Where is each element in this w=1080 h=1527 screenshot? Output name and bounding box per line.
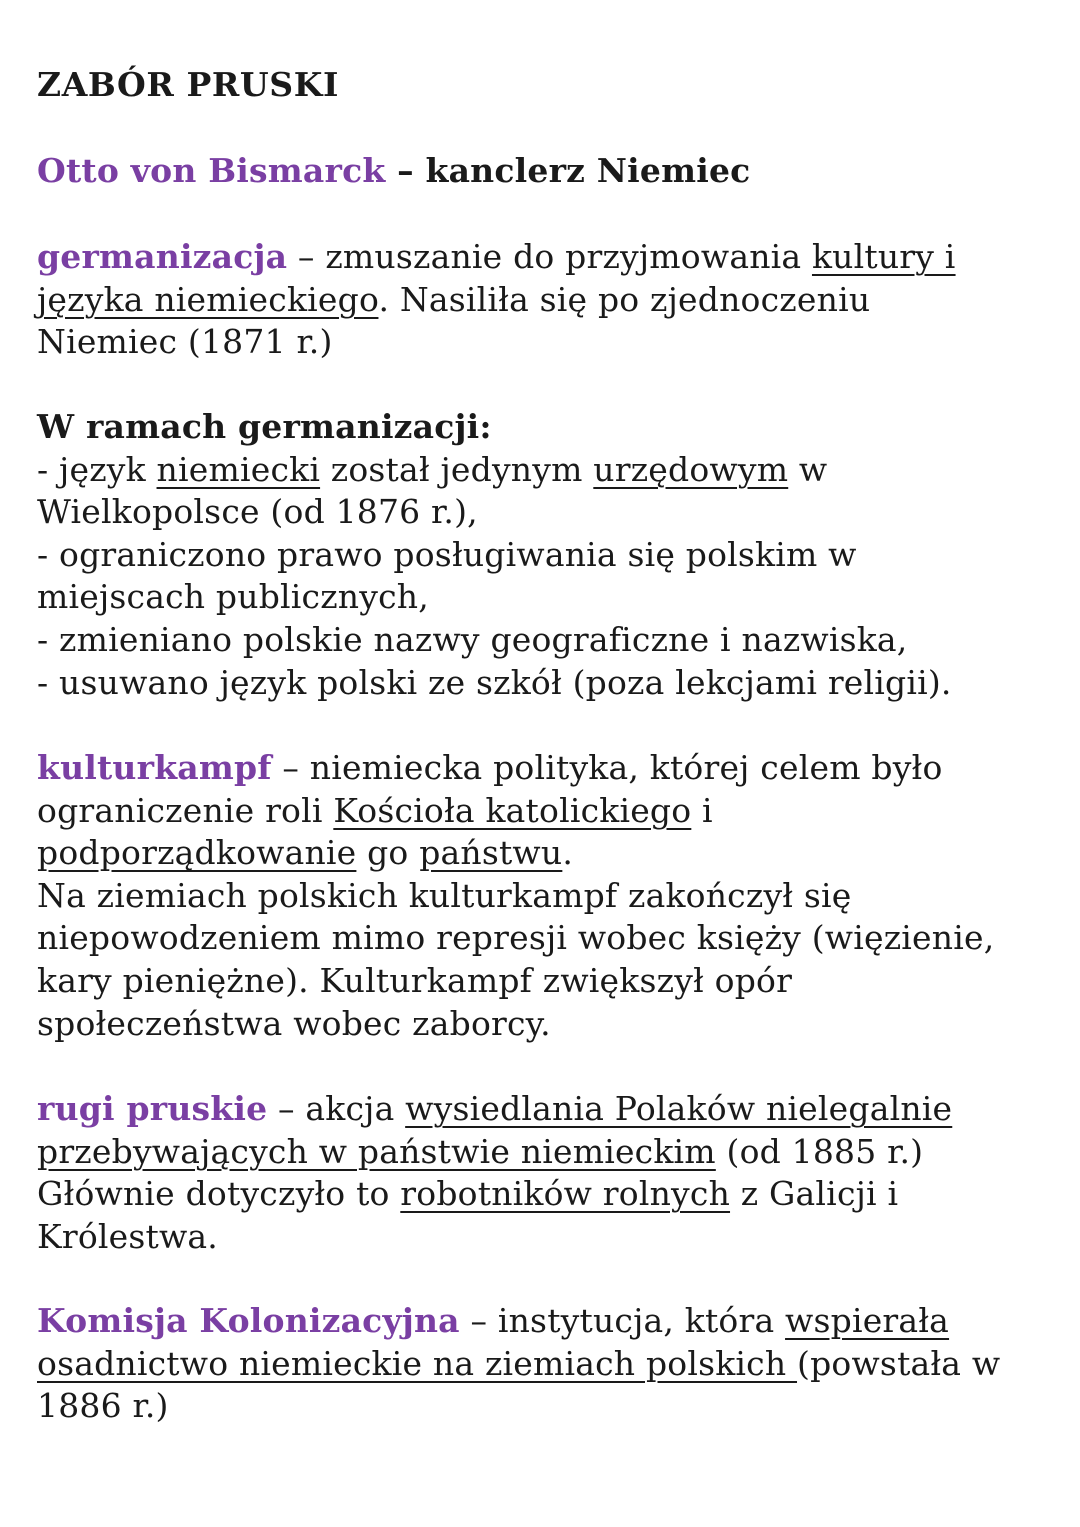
term-germanizacja: germanizacja [37, 237, 288, 276]
rugi-line-4: Królestwa. [37, 1216, 218, 1256]
underlined-text: kultury i [811, 237, 956, 276]
rugi-line-2 [37, 1131, 1057, 1174]
germanizacja-line-2 [37, 279, 1057, 322]
kulturkampf-line-6: kary pieniężne). Kulturkampf zwiększył opór [37, 960, 793, 1000]
list-text: w [788, 449, 828, 489]
term-bismarck: Otto von Bismarck [37, 151, 386, 190]
rugi-text: – akcja [267, 1089, 406, 1128]
rugi-text: (od 1885 r.) [715, 1131, 924, 1171]
term-komisja-kolonizacyjna: Komisja Kolonizacyjna [37, 1301, 460, 1340]
underlined-text: wysiedlania Polaków nielegalnie [405, 1089, 953, 1128]
list-text: - język [37, 449, 157, 489]
kulturkampf-text: . [562, 833, 574, 873]
rugi-line-3 [37, 1173, 1057, 1216]
bismarck-entry [37, 150, 1057, 193]
germanizacja-line-3: Niemiec (1871 r.) [37, 322, 333, 362]
rugi-line-1 [37, 1088, 1057, 1131]
bismarck-definition: – kanclerz Niemiec [385, 151, 751, 190]
w-ramach-heading: W ramach germanizacji: [37, 407, 492, 446]
kulturkampf-line-7: społeczeństwa wobec zaborcy. [37, 1003, 551, 1043]
w-ramach-line-4: miejscach publicznych, [37, 577, 429, 617]
underlined-text: osadnictwo niemieckie na ziemiach polskich [37, 1343, 798, 1383]
w-ramach-section [37, 406, 1057, 704]
w-ramach-line-6: - usuwano język polski ze szkół (poza lekcjami religii). [37, 662, 952, 702]
term-kulturkampf: kulturkampf [37, 748, 272, 787]
term-rugi-pruskie: rugi pruskie [37, 1089, 268, 1128]
komisja-entry [37, 1300, 1057, 1428]
kulturkampf-line-3 [37, 832, 1057, 875]
kulturkampf-text: – niemiecka polityka, której celem było [271, 748, 943, 787]
kulturkampf-line-5: niepowodzeniem mimo represji wobec księży (więzienie, [37, 918, 995, 958]
komisja-text: – instytucja, która [459, 1301, 786, 1340]
kulturkampf-line-4: Na ziemiach polskich kulturkampf zakończył się [37, 875, 852, 915]
w-ramach-line-5: - zmieniano polskie nazwy geograficzne i nazwiska, [37, 619, 908, 659]
underlined-text: państwu [419, 833, 563, 873]
section-title [37, 64, 1057, 107]
underlined-text: Kościoła katolickiego [333, 790, 692, 830]
germanizacja-text: – zmuszanie do przyjmowania [287, 237, 812, 276]
germanizacja-line-1 [37, 236, 1057, 279]
page-title: ZABÓR PRUSKI [37, 65, 340, 104]
underlined-text: przebywających w państwie niemieckim [37, 1131, 716, 1171]
kulturkampf-text: i [691, 790, 713, 830]
komisja-line-1 [37, 1300, 1057, 1343]
komisja-line-2 [37, 1343, 1057, 1386]
list-text: został jedynym [320, 449, 594, 489]
kulturkampf-text: ograniczenie roli [37, 790, 334, 830]
germanizacja-text: . Nasiliła się po zjednoczeniu [378, 279, 871, 319]
kulturkampf-line-1 [37, 747, 1057, 790]
komisja-text: (powstała w [797, 1343, 1001, 1383]
w-ramach-line-3: - ograniczono prawo posługiwania się polskim w [37, 534, 857, 574]
underlined-text: niemiecki [156, 449, 321, 489]
germanizacja-entry [37, 236, 1057, 364]
w-ramach-line-2: Wielkopolsce (od 1876 r.), [37, 492, 478, 532]
underlined-text: wspierała [785, 1301, 950, 1340]
underlined-text: podporządkowanie [37, 833, 357, 873]
rugi-text: Głównie dotyczyło to [37, 1174, 401, 1214]
kulturkampf-text: go [356, 833, 420, 873]
underlined-text: języka niemieckiego [37, 279, 379, 319]
kulturkampf-line-2 [37, 790, 1057, 833]
komisja-line-3: 1886 r.) [37, 1386, 169, 1426]
bismarck-line [37, 150, 1057, 193]
underlined-text: robotników rolnych [400, 1174, 731, 1214]
underlined-text: urzędowym [593, 449, 789, 489]
kulturkampf-entry [37, 747, 1057, 1045]
rugi-entry [37, 1088, 1057, 1258]
rugi-text: z Galicji i [730, 1174, 899, 1214]
w-ramach-line-1 [37, 449, 1057, 492]
